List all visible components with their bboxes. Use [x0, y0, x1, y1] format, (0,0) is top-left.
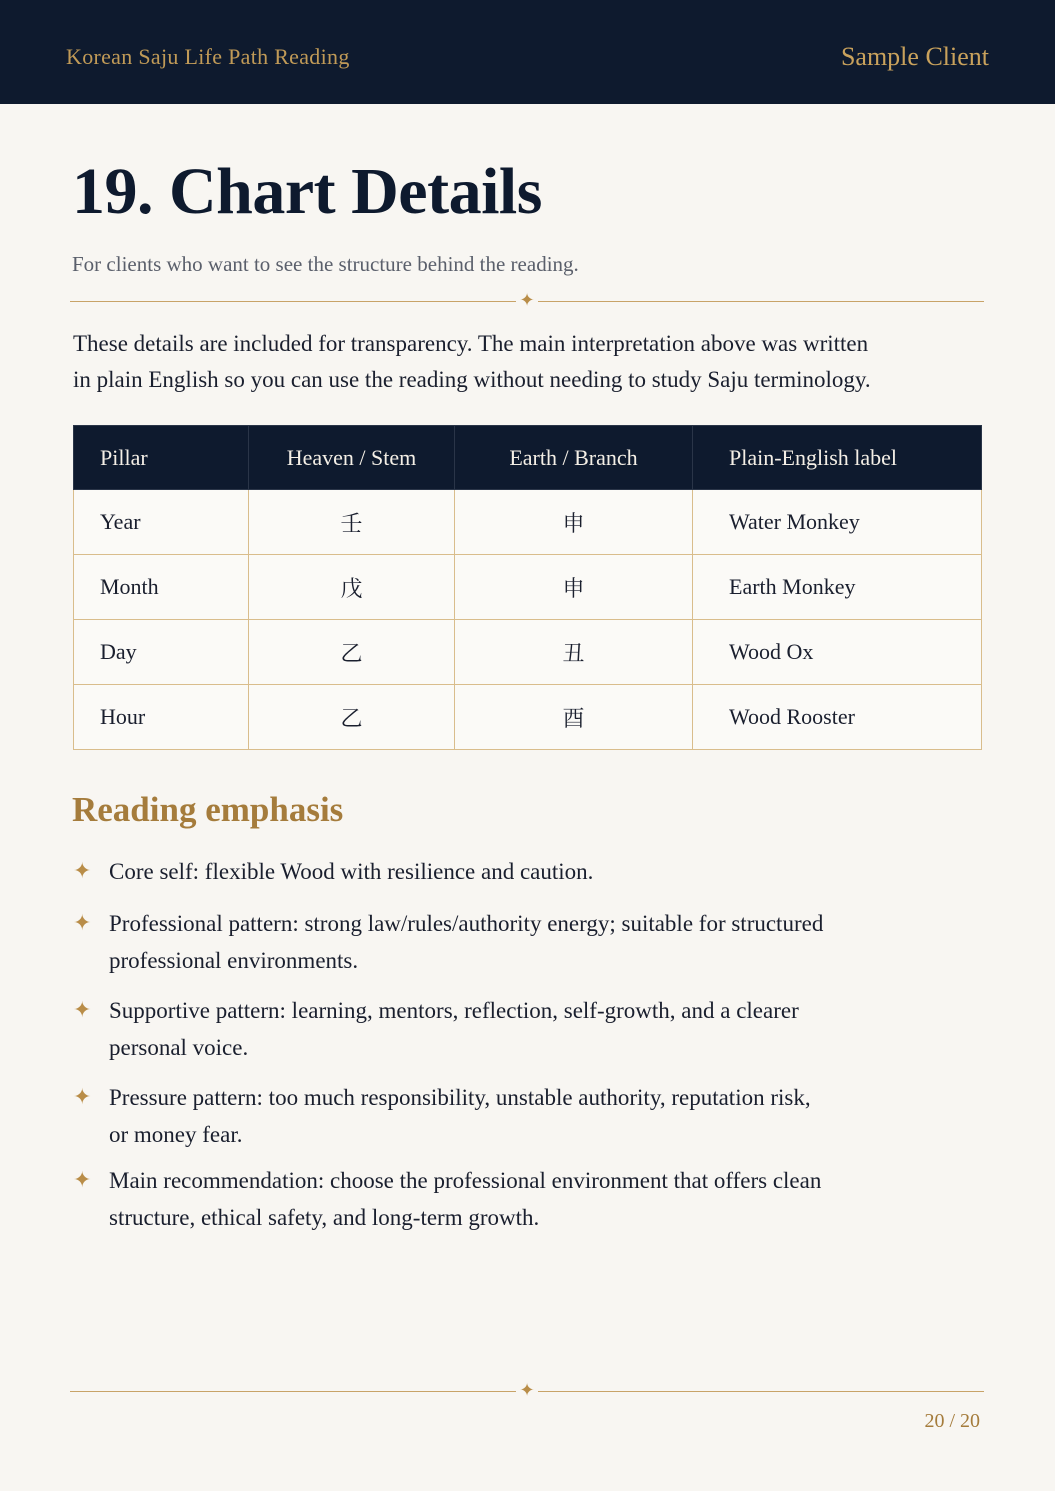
four-point-star-icon: ✦ [516, 1380, 538, 1402]
four-point-star-icon: ✦ [73, 911, 92, 936]
list-item [72, 992, 902, 1066]
table-row [74, 490, 982, 555]
branch-cell: 酉 [455, 685, 693, 750]
page-title: 19. Chart Details [72, 155, 542, 228]
column-header-stem: Heaven / Stem [249, 426, 455, 490]
intro-line: These details are included for transparency. The main interpretation above was written [73, 331, 869, 356]
four-point-star-icon: ✦ [73, 1085, 92, 1110]
label-cell: Wood Rooster [693, 685, 982, 750]
list-item-text: Professional pattern: strong law/rules/authority energy; suitable for structured [109, 911, 824, 936]
pillar-cell: Year [74, 490, 249, 555]
pillar-cell: Month [74, 555, 249, 620]
column-header-pillar: Pillar [74, 426, 249, 490]
list-item [72, 905, 902, 979]
page-subtitle: For clients who want to see the structure behind the reading. [72, 252, 579, 276]
four-point-star-icon: ✦ [73, 1168, 92, 1193]
stem-cell: 乙 [249, 620, 455, 685]
four-point-star-icon: ✦ [516, 290, 538, 312]
pillar-cell: Day [74, 620, 249, 685]
client-name: Sample Client [840, 42, 989, 71]
page-header [0, 0, 1055, 104]
emphasis-list [72, 853, 902, 1236]
pillar-cell: Hour [74, 685, 249, 750]
four-point-star-icon: ✦ [73, 998, 92, 1023]
list-item-text: Pressure pattern: too much responsibility, unstable authority, reputation risk, [109, 1085, 811, 1110]
column-header-label: Plain-English label [693, 426, 982, 490]
column-header-branch: Earth / Branch [455, 426, 693, 490]
label-cell: Wood Ox [693, 620, 982, 685]
list-item-text: Core self: flexible Wood with resilience and caution. [109, 859, 594, 884]
list-item [72, 853, 902, 890]
list-item [72, 1079, 902, 1153]
stem-cell: 乙 [249, 685, 455, 750]
table-row [74, 555, 982, 620]
table-header-row [74, 426, 982, 490]
list-item-text: personal voice. [109, 1035, 249, 1060]
branch-cell: 申 [455, 490, 693, 555]
page-number: 20 / 20 [924, 1410, 980, 1432]
section-title-reading-emphasis: Reading emphasis [72, 790, 344, 829]
stem-cell: 壬 [249, 490, 455, 555]
list-item-text: Main recommendation: choose the professional environment that offers clean [109, 1168, 822, 1193]
branch-cell: 申 [455, 555, 693, 620]
table-row [74, 620, 982, 685]
list-item-text: or money fear. [109, 1122, 243, 1147]
list-item-text: structure, ethical safety, and long-term growth. [109, 1205, 540, 1230]
pillars-table [73, 425, 982, 750]
list-item-text: Supportive pattern: learning, mentors, reflection, self-growth, and a clearer [109, 998, 799, 1023]
document-title: Korean Saju Life Path Reading [66, 44, 350, 69]
stem-cell: 戊 [249, 555, 455, 620]
table-row [74, 685, 982, 750]
list-item [72, 1162, 902, 1236]
branch-cell: 丑 [455, 620, 693, 685]
label-cell: Earth Monkey [693, 555, 982, 620]
intro-paragraph [73, 326, 953, 398]
label-cell: Water Monkey [693, 490, 982, 555]
four-point-star-icon: ✦ [73, 859, 92, 884]
intro-line: in plain English so you can use the reading without needing to study Saju terminology. [73, 367, 871, 392]
list-item-text: professional environments. [109, 948, 359, 973]
